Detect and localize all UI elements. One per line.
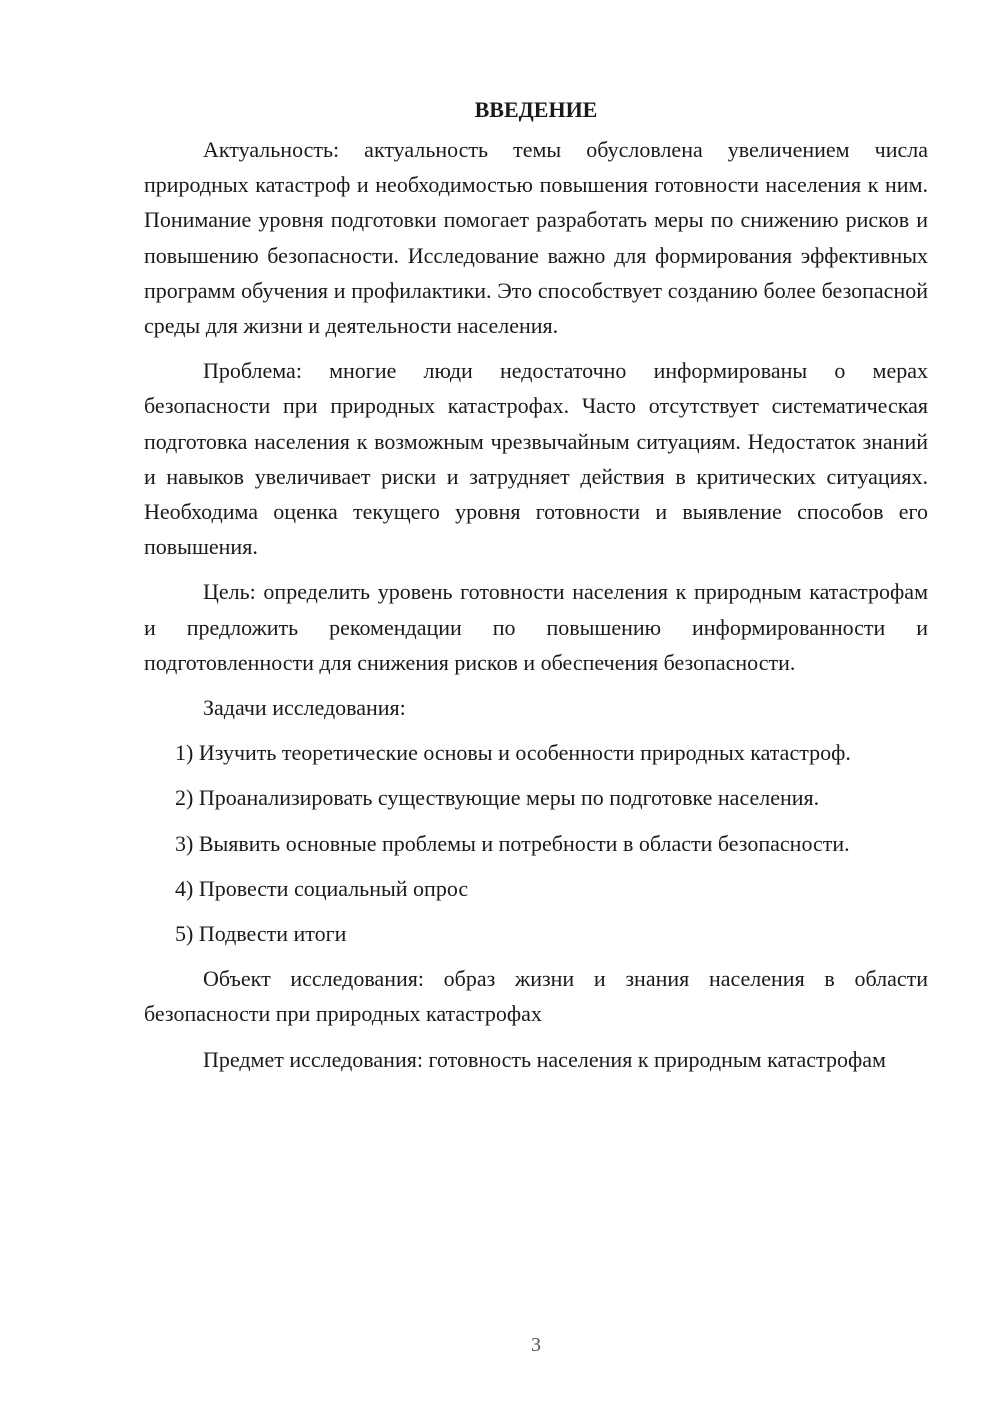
problem-paragraph: Проблема: многие люди недостаточно информированы о мерах безопасности при природных катастрофах. Часто отсутствует систематическая подготовка населения к возможным чрезвычайным ситуациям. Недостаток знаний и навыков увеличивает риски и затрудняет действия в критических ситуациях. Необходима оценка текущего уровня готовности и выявление способов его повышения. (144, 358, 928, 560)
task-item-1: 1) Изучить теоретические основы и особенности природных катастроф. (175, 740, 851, 766)
task-item-4: 4) Провести социальный опрос (175, 875, 469, 901)
tasks-heading: Задачи исследования: (203, 695, 406, 721)
goal-paragraph: Цель: определить уровень готовности населения к природным катастрофам и предложить рекомендации по повышению информированности и подготовленности для снижения рисков и обеспечения безопасности. (144, 579, 928, 675)
research-object-paragraph: Объект исследования: образ жизни и знания населения в области безопасности при природных катастрофах (144, 966, 928, 1027)
task-item-3: 3) Выявить основные проблемы и потребности в области безопасности. (175, 830, 850, 856)
page-number: 3 (531, 1334, 541, 1356)
relevance-paragraph: Актуальность: актуальность темы обусловлена увеличением числа природных катастроф и необходимостью повышения готовности населения к ним. Понимание уровня подготовки помогает разработать меры по снижению рисков и повышению безопасности. Исследование важно для формирования эффективных программ обучения и профилактики. Это способствует созданию более безопасной среды для жизни и деятельности населения. (144, 137, 928, 339)
section-title: ВВЕДЕНИЕ (474, 97, 598, 122)
task-item-5: 5) Подвести итоги (175, 921, 347, 947)
task-item-2: 2) Проанализировать существующие меры по подготовке населения. (175, 785, 820, 811)
document-page (144, 92, 928, 1087)
research-subject-paragraph: Предмет исследования: готовность населения к природным катастрофам (203, 1046, 886, 1072)
